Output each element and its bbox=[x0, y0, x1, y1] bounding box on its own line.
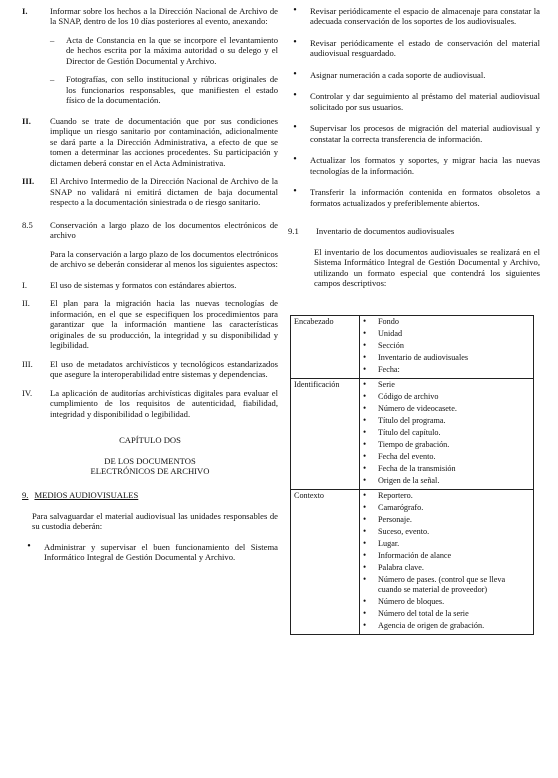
item-number: III. bbox=[22, 176, 35, 187]
sub-item-text: Fotografías, con sello institucional y rúbricas originales de los funcionarios responsables, que manifiesten el estado físico de la documentación. bbox=[66, 74, 278, 106]
item-text: Cuando se trate de documentación que por sus condiciones implique un riesgo sanitario por contaminación, adicionalmente se dará parte a la Dirección Administrativa, a efecto de que se tomen a determinar las acciones procedentes. Su participación y dictamen deberá constar en el Acta Administrativa. bbox=[50, 115, 278, 168]
table-row bbox=[291, 315, 534, 378]
list-item: • Número de pases. (control que se lleva cuando se material de proveedor) bbox=[363, 573, 506, 594]
list-item: • Palabra clave. bbox=[363, 561, 424, 572]
sub-item-text: Acta de Constancia en la que se incorpore el levantamiento de hechos escrita por la máxima autoridad o su delego y el Director de Gestión Documental y Archivo. bbox=[66, 34, 278, 66]
item-text: El uso de metadatos archivísticos y tecnológicos estandarizados que asegure la interoperabilidad entre sistemas y dependencias. bbox=[50, 358, 278, 380]
list-item: • Inventario de audiovisuales bbox=[363, 351, 469, 362]
table-row bbox=[291, 489, 534, 634]
table-fields-cell bbox=[360, 315, 534, 378]
bullet-item bbox=[22, 542, 278, 563]
item-text: El Archivo Intermedio de la Dirección Nacional de Archivo de la SNAP no validará ni emitirá dictamen de baja documental respecto a la documentación siniestrada o de riesgo sanitario. bbox=[50, 176, 278, 208]
sub-item: – Acta de Constancia en la que se incorpore el levantamiento de hechos escrita por la máxima autoridad o su delego y el Director de Gestión Documental y Archivo. bbox=[50, 34, 278, 66]
list-item: • Número de bloques. bbox=[363, 595, 445, 606]
section-title: Inventario de documentos audiovisuales bbox=[316, 226, 455, 237]
bullet-icon: • bbox=[293, 68, 297, 80]
bullet-item: • Actualizar los formatos y soportes, y migrar hacia las nuevas tecnologías de la información. bbox=[288, 155, 540, 176]
bullet-icon: • bbox=[293, 122, 297, 134]
bullet-icon: • bbox=[293, 36, 297, 48]
section-title: Conservación a largo plazo de los documentos electrónicos de archivo bbox=[50, 219, 278, 241]
list-item: • Camarógrafo. bbox=[363, 501, 424, 512]
bullet-icon: • bbox=[293, 186, 297, 198]
list-item: • Número de videocasete. bbox=[363, 402, 457, 413]
list-item: • Origen de la señal. bbox=[363, 474, 440, 485]
list-item: III. El uso de metadatos archivísticos y tecnológicos estandarizados que asegure la interoperabilidad entre sistemas y dependencias. bbox=[22, 358, 278, 380]
bullet-icon: • bbox=[293, 154, 297, 166]
list-item: • Agencia de origen de grabación. bbox=[363, 619, 485, 630]
left-column bbox=[22, 0, 278, 563]
table-category-cell: Encabezado bbox=[291, 315, 360, 378]
section-number: 9.1 bbox=[288, 226, 299, 237]
bullet-item: • Controlar y dar seguimiento al préstamo del material audiovisual solicitado por sus usuarios. bbox=[288, 91, 540, 112]
list-item: • Suceso, evento. bbox=[363, 525, 430, 536]
item-text: Informar sobre los hechos a la Dirección Nacional de Archivo de la SNAP, dentro de los 10 días posteriores al evento, anexando: bbox=[50, 6, 278, 27]
list-item: • Sección bbox=[363, 339, 404, 350]
section-number: 8.5 bbox=[22, 219, 33, 230]
item-text: El uso de sistemas y formatos con estándares abiertos. bbox=[50, 279, 237, 290]
bullet-item: • Asignar numeración a cada soporte de audiovisual. bbox=[288, 70, 540, 80]
sub-item: – Fotografías, con sello institucional y rúbricas originales de los funcionarios responsables, que manifiesten el estado físico de la documentación. bbox=[50, 74, 278, 106]
section-number: 9. bbox=[22, 490, 29, 501]
list-item: • Fecha del evento. bbox=[363, 450, 436, 461]
section-heading-8-5 bbox=[22, 220, 278, 241]
list-item: • Fecha: bbox=[363, 363, 400, 374]
item-number: I. bbox=[22, 6, 28, 16]
item-number: II. bbox=[22, 115, 31, 126]
list-item: • Serie bbox=[363, 378, 395, 389]
list-item: • Fondo bbox=[363, 315, 399, 326]
list-item: IV. La aplicación de auditorías archivísticas digitales para evaluar el cumplimiento de los requisitos de autenticidad, fiabilidad, integridad y disponibilidad o legibilidad. bbox=[22, 387, 278, 419]
right-column bbox=[288, 0, 540, 635]
list-item-III bbox=[22, 176, 278, 207]
list-item: • Fecha de la transmisión bbox=[363, 462, 456, 473]
list-item: • Título del programa. bbox=[363, 414, 446, 425]
list-item: I. El uso de sistemas y formatos con estándares abiertos. bbox=[22, 280, 278, 290]
bullet-icon: • bbox=[293, 5, 297, 16]
bullet-item: • Supervisar los procesos de migración del material audiovisual y constatar la correcta transferencia de información. bbox=[288, 123, 540, 144]
item-text: El plan para la migración hacia las nuevas tecnologías de información, en el que se especifiquen los procedimientos para garantizar que la información mantiene las características originales de su producción, la integridad y su disponibilidad y legibilidad. bbox=[50, 298, 278, 351]
chapter-title: CAPÍTULO DOS bbox=[119, 435, 181, 446]
section-intro: El inventario de los documentos audiovisuales se realizará en el Sistema Informático Integral de Gestión Documental y Archivo, utilizando un formato especial que contendrá los siguientes campos descriptivos: bbox=[314, 246, 540, 289]
list-item-II bbox=[22, 116, 278, 168]
section-heading-9 bbox=[22, 490, 278, 500]
list-item: • Título del capítulo. bbox=[363, 426, 441, 437]
chapter-subtitle-line1: DE LOS DOCUMENTOS bbox=[104, 455, 196, 466]
bullet-icon: • bbox=[27, 540, 31, 552]
section-title: MEDIOS AUDIOVISUALES bbox=[34, 490, 139, 501]
list-item: • Reportero. bbox=[363, 489, 413, 500]
table-fields-cell bbox=[360, 489, 534, 634]
chapter-subtitle-line2: ELECTRÓNICOS DE ARCHIVO bbox=[90, 465, 210, 476]
table-category-cell: Identificación bbox=[291, 378, 360, 489]
bullet-item: • Revisar periódicamente el espacio de almacenaje para constatar la adecuada conservación de los soportes de los audiovisuales. bbox=[288, 6, 540, 27]
bullet-item: • Transferir la información contenida en formatos obsoletos a formatos actualizados y preferiblemente abiertos. bbox=[288, 187, 540, 208]
table-fields-cell bbox=[360, 378, 534, 489]
inventory-fields-table bbox=[290, 315, 534, 635]
list-item-I bbox=[22, 6, 278, 27]
list-item: • Unidad bbox=[363, 327, 403, 338]
bullet-text: Administrar y supervisar el buen funcionamiento del Sistema Informático Integral de Gestión Documental y Archivo. bbox=[44, 541, 278, 563]
table-category-cell: Contexto bbox=[291, 489, 360, 634]
section-intro: Para salvaguardar el material audiovisual las unidades responsables de su custodia deberán: bbox=[32, 510, 278, 532]
list-item: • Información de alance bbox=[363, 549, 452, 560]
bullet-icon: • bbox=[293, 90, 297, 102]
list-item: • Código de archivo bbox=[363, 390, 439, 401]
list-item: • Personaje. bbox=[363, 513, 412, 524]
list-item: • Número del total de la serie bbox=[363, 607, 469, 618]
list-item: II. El plan para la migración hacia las nuevas tecnologías de información, en el que se especifiquen los procedimientos para garantizar que la información mantiene las características originales de su producción, la integridad y su disponibilidad y legibilidad. bbox=[22, 298, 278, 351]
bullet-item: • Revisar periódicamente el estado de conservación del material audiovisual resguardado. bbox=[288, 38, 540, 59]
item-text: La aplicación de auditorías archivísticas digitales para evaluar el cumplimiento de los requisitos de autenticidad, fiabilidad, integridad y disponibilidad o legibilidad. bbox=[50, 387, 278, 419]
section-intro: Para la conservación a largo plazo de los documentos electrónicos de archivo se deberán considerar al menos los siguientes aspectos: bbox=[50, 248, 278, 270]
table-row bbox=[291, 378, 534, 489]
list-item: • Lugar. bbox=[363, 537, 400, 548]
section-heading-9-1 bbox=[288, 226, 540, 236]
list-item: • Tiempo de grabación. bbox=[363, 438, 450, 449]
